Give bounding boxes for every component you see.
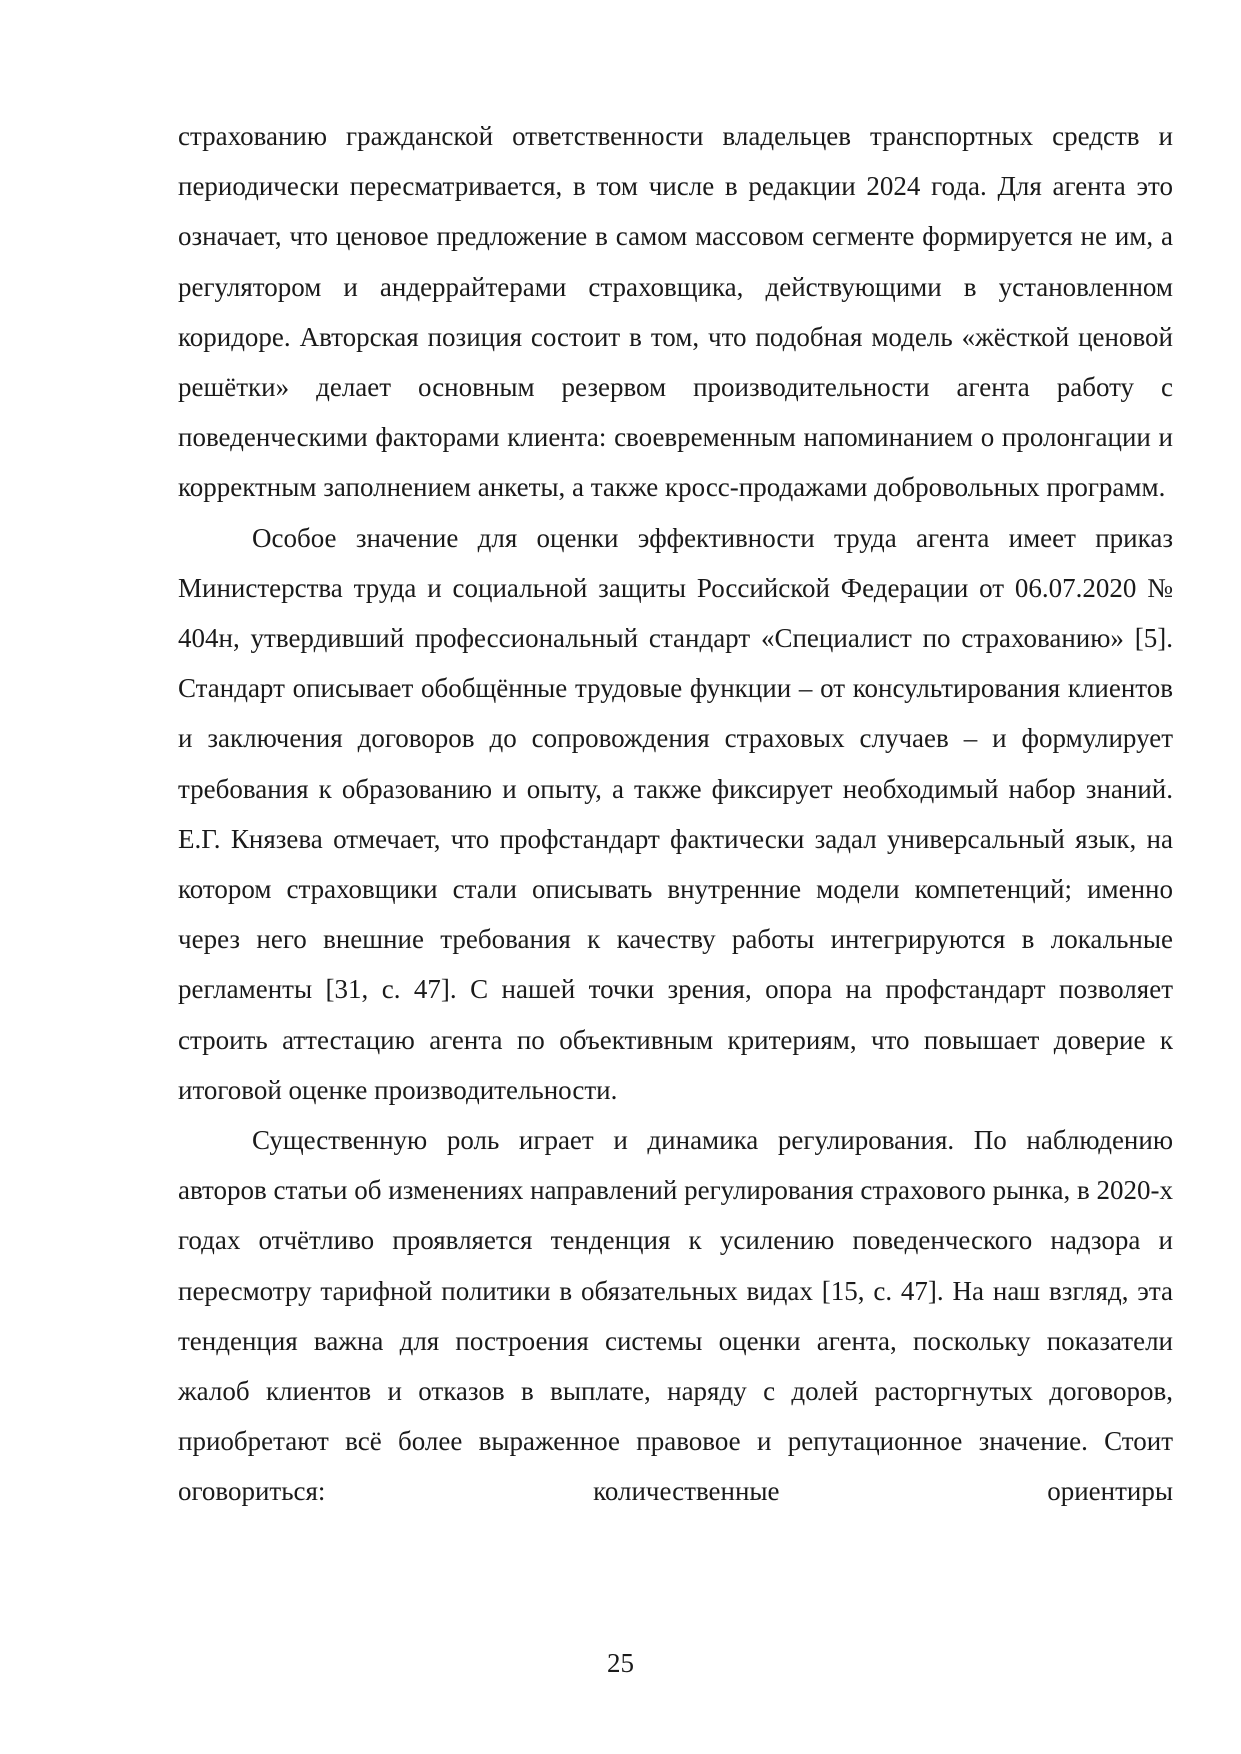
paragraph-2: Особое значение для оценки эффективности труда агента имеет приказ Министерства труда и социальной защиты Российской Федерации от 06.07.2020 № 404н, утвердивший профессиональный стандарт «Специалист по страхованию» [5]. Стандарт описывает обобщённые трудовые функции – от консультирования клиентов и заключения договоров до сопровождения страховых случаев – и формулирует требования к образованию и опыту, а также фиксирует необходимый набор знаний. Е.Г. Князева отмечает, что профстандарт фактически задал универсальный язык, на котором страховщики стали описывать внутренние модели компетенций; именно через него внешние требования к качеству работы интегрируются в локальные регламенты [31, с. 47]. С нашей точки зрения, опора на профстандарт позволяет строить аттестацию агента по объективным критериям, что повышает доверие к итоговой оценке производительности. (178, 522, 1173, 1105)
document-body (178, 111, 1173, 1517)
paragraph-3: Существенную роль играет и динамика регулирования. По наблюдению авторов статьи об изменениях направлений регулирования страхового рынка, в 2020-х годах отчётливо проявляется тенденция к усилению поведенческого надзора и пересмотру тарифной политики в обязательных видах [15, с. 47]. На наш взгляд, эта тенденция важна для построения системы оценки агента, поскольку показатели жалоб клиентов и отказов в выплате, наряду с долей расторгнутых договоров, приобретают всё более выраженное правовое и репутационное значение. Стоит оговориться: количественные ориентиры (178, 1125, 1173, 1507)
paragraph-1: страхованию гражданской ответственности владельцев транспортных средств и периодически пересматривается, в том числе в редакции 2024 года. Для агента это означает, что ценовое предложение в самом массовом сегменте формируется не им, а регулятором и андеррайтерами страховщика, действующими в установленном коридоре. Авторская позиция состоит в том, что подобная модель «жёсткой ценовой решётки» делает основным резервом производительности агента работу с поведенческими факторами клиента: своевременным напоминанием о пролонгации и корректным заполнением анкеты, а также кросс-продажами добровольных программ. (178, 121, 1173, 503)
page-number: 25 (607, 1648, 634, 1678)
